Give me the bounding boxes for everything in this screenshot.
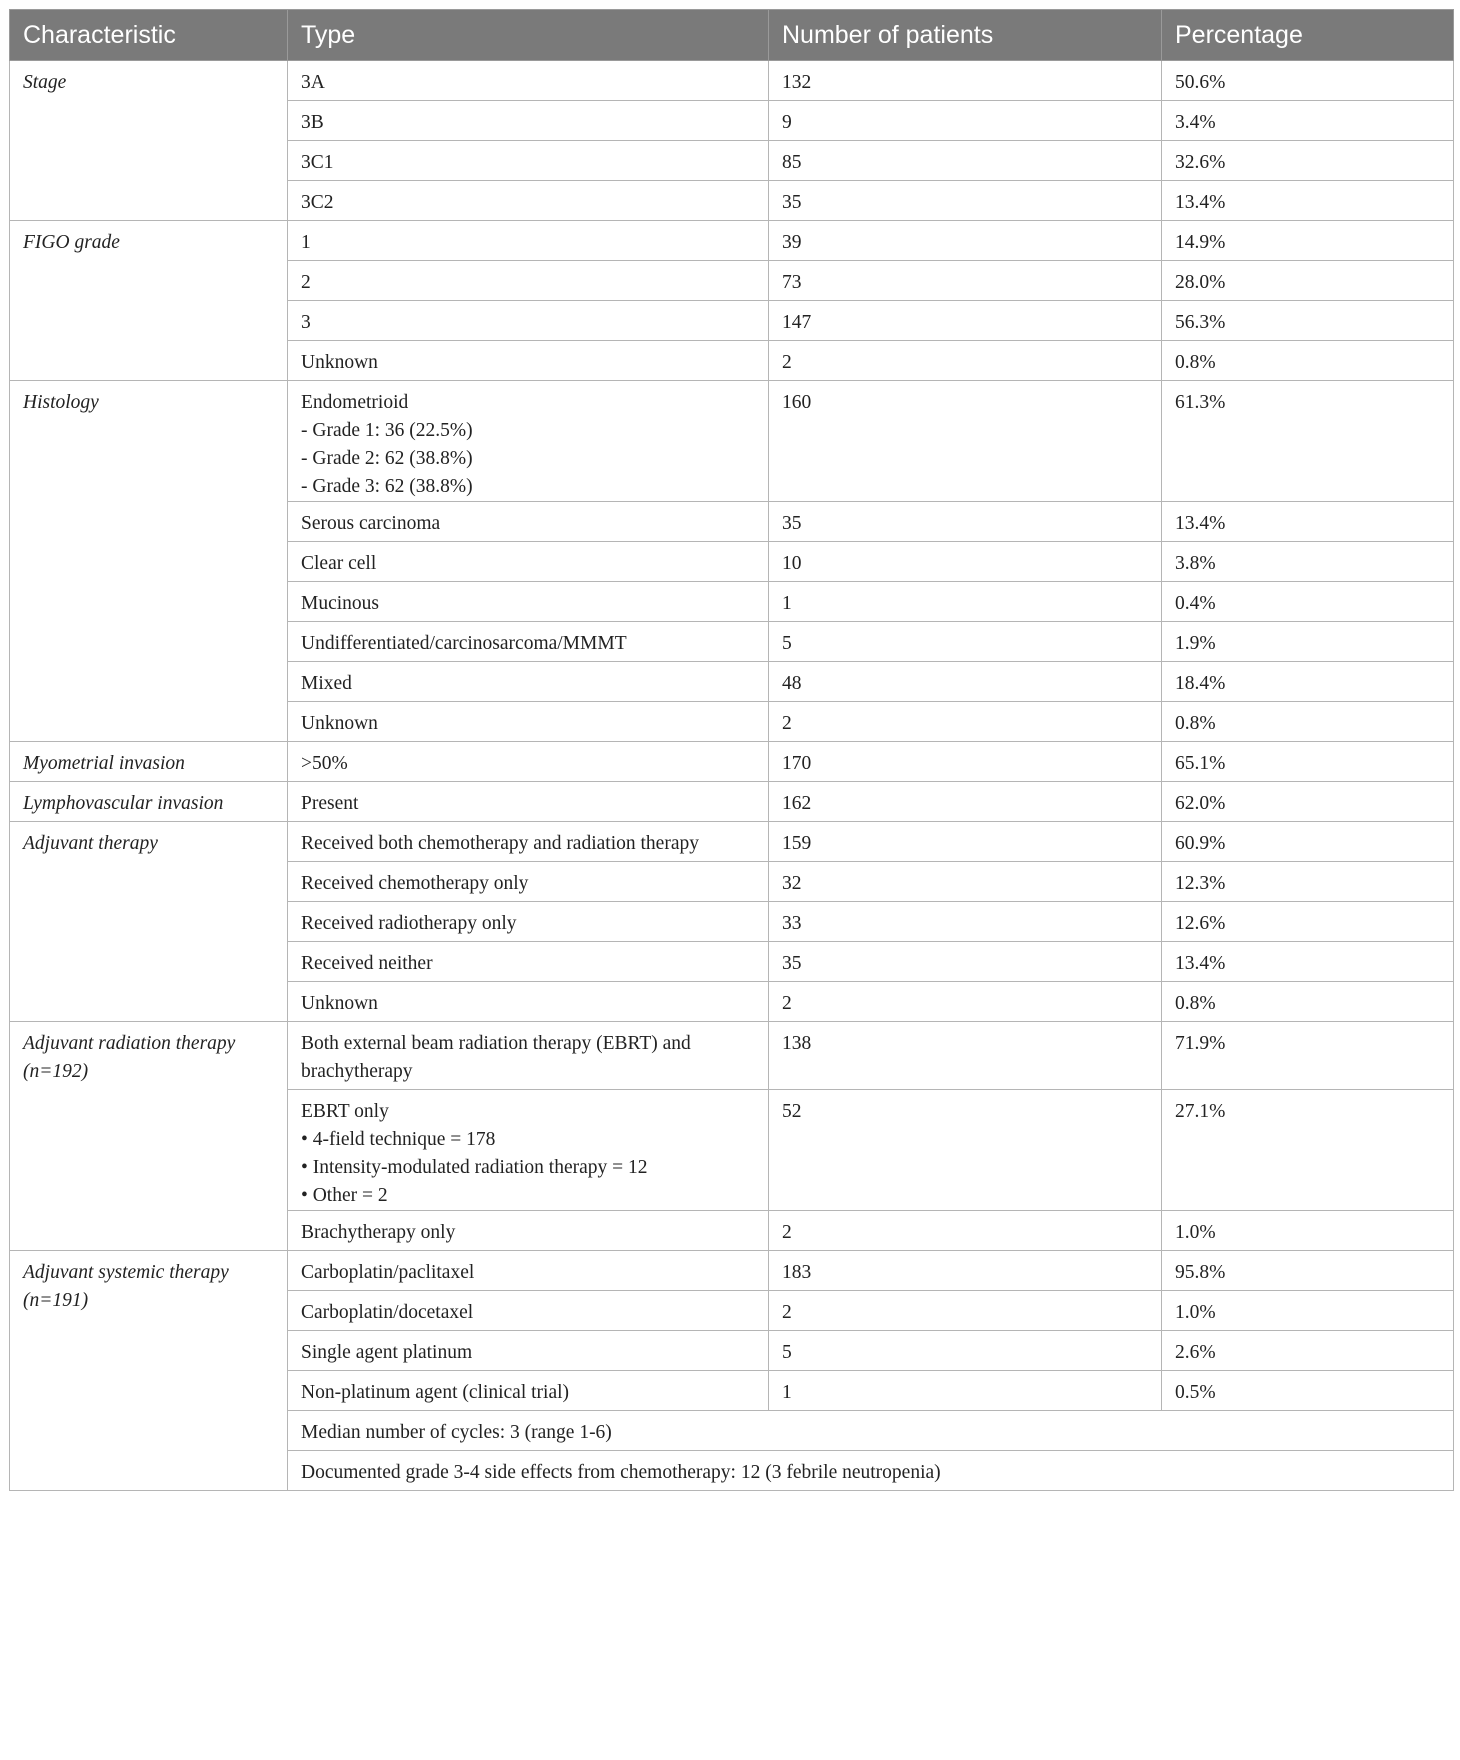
type-label: Mucinous [301,593,379,614]
type-label: Present [301,793,359,814]
type-label: Serous carcinoma [301,513,441,534]
type-cell [288,742,769,782]
type-label: Clear cell [301,553,377,574]
type-cell [288,862,769,902]
number-of-patients-cell: 132 [769,61,1162,101]
percentage-cell: 12.3% [1162,862,1454,902]
number-of-patients-cell: 1 [769,1371,1162,1411]
type-cell [288,101,769,141]
type-cell [288,582,769,622]
type-cell [288,622,769,662]
number-of-patients-cell: 48 [769,662,1162,702]
type-cell [288,502,769,542]
type-label: Carboplatin/paclitaxel [301,1262,475,1283]
percentage-cell: 3.8% [1162,542,1454,582]
number-of-patients-cell: 52 [769,1090,1162,1211]
type-cell [288,61,769,101]
table-body [10,61,1454,1491]
number-of-patients-cell: 10 [769,542,1162,582]
number-of-patients-cell: 32 [769,862,1162,902]
type-label: EBRT only [301,1101,389,1122]
type-label: 1 [301,232,311,253]
percentage-cell: 95.8% [1162,1251,1454,1291]
percentage-cell: 13.4% [1162,181,1454,221]
patient-characteristics-table [9,9,1454,1491]
number-of-patients-cell: 162 [769,782,1162,822]
number-of-patients-cell: 39 [769,221,1162,261]
type-cell [288,301,769,341]
number-of-patients-cell: 85 [769,141,1162,181]
number-of-patients-cell: 35 [769,181,1162,221]
number-of-patients-cell: 2 [769,341,1162,381]
percentage-cell: 62.0% [1162,782,1454,822]
table-row [10,381,1454,502]
type-label: Both external beam radiation therapy (EBRT) and brachytherapy [301,1033,691,1082]
header-characteristic: Characteristic [10,10,288,61]
table-row [10,742,1454,782]
type-label: Unknown [301,713,378,734]
type-label: 3B [301,112,324,133]
percentage-cell: 0.8% [1162,982,1454,1022]
type-cell [288,341,769,381]
characteristic-cell: Adjuvant systemic therapy (n=191) [10,1251,288,1491]
characteristic-cell: Myometrial invasion [10,742,288,782]
number-of-patients-cell: 2 [769,1211,1162,1251]
table-row [10,221,1454,261]
percentage-cell: 1.0% [1162,1211,1454,1251]
table-row [10,1022,1454,1090]
number-of-patients-cell: 5 [769,622,1162,662]
characteristic-cell: Histology [10,381,288,742]
type-sub-item: - Grade 2: 62 (38.8%) [301,448,473,469]
percentage-cell: 12.6% [1162,902,1454,942]
percentage-cell: 2.6% [1162,1331,1454,1371]
percentage-cell: 32.6% [1162,141,1454,181]
type-sub-item: - Grade 3: 62 (38.8%) [301,476,473,497]
percentage-cell: 1.0% [1162,1291,1454,1331]
table-row [10,822,1454,862]
number-of-patients-cell: 35 [769,942,1162,982]
type-sub-item: - Grade 1: 36 (22.5%) [301,420,473,441]
number-of-patients-cell: 170 [769,742,1162,782]
type-cell [288,261,769,301]
header-type: Type [288,10,769,61]
type-sub-item: • Other = 2 [301,1185,388,1206]
table-row [10,61,1454,101]
number-of-patients-cell: 35 [769,502,1162,542]
type-sub-item: • Intensity-modulated radiation therapy = 12 [301,1157,648,1178]
type-label: Unknown [301,993,378,1014]
number-of-patients-cell: 2 [769,1291,1162,1331]
percentage-cell: 0.4% [1162,582,1454,622]
type-label: 3A [301,72,325,93]
type-cell [288,1331,769,1371]
header-number-of-patients: Number of patients [769,10,1162,61]
header-percentage: Percentage [1162,10,1454,61]
percentage-cell: 13.4% [1162,942,1454,982]
type-label: Mixed [301,673,352,694]
type-label: Received both chemotherapy and radiation therapy [301,833,699,854]
type-label: 3C1 [301,152,334,173]
percentage-cell: 56.3% [1162,301,1454,341]
percentage-cell: 27.1% [1162,1090,1454,1211]
type-cell [288,982,769,1022]
type-cell [288,1251,769,1291]
type-label: Undifferentiated/carcinosarcoma/MMMT [301,633,627,654]
type-label: Received chemotherapy only [301,873,529,894]
type-cell [288,782,769,822]
type-sub-item: • 4-field technique = 178 [301,1129,496,1150]
type-label: Single agent platinum [301,1342,473,1363]
number-of-patients-cell: 33 [769,902,1162,942]
number-of-patients-cell: 138 [769,1022,1162,1090]
type-cell [288,662,769,702]
type-label: 2 [301,272,311,293]
percentage-cell: 60.9% [1162,822,1454,862]
percentage-cell: 18.4% [1162,662,1454,702]
characteristic-cell: FIGO grade [10,221,288,381]
number-of-patients-cell: 160 [769,381,1162,502]
type-cell [288,1090,769,1211]
number-of-patients-cell: 1 [769,582,1162,622]
type-cell [288,141,769,181]
percentage-cell: 28.0% [1162,261,1454,301]
characteristic-cell: Lymphovascular invasion [10,782,288,822]
table-row [10,782,1454,822]
type-label: Brachytherapy only [301,1222,456,1243]
percentage-cell: 61.3% [1162,381,1454,502]
type-label: >50% [301,753,348,774]
type-cell [288,1211,769,1251]
type-label: Unknown [301,352,378,373]
number-of-patients-cell: 159 [769,822,1162,862]
table-row [10,1251,1454,1291]
type-label: 3C2 [301,192,334,213]
note-cell: Median number of cycles: 3 (range 1-6) [288,1411,1454,1451]
type-cell [288,1022,769,1090]
type-cell [288,381,769,502]
number-of-patients-cell: 147 [769,301,1162,341]
percentage-cell: 65.1% [1162,742,1454,782]
note-cell: Documented grade 3-4 side effects from chemotherapy: 12 (3 febrile neutropenia) [288,1451,1454,1491]
percentage-cell: 71.9% [1162,1022,1454,1090]
number-of-patients-cell: 73 [769,261,1162,301]
number-of-patients-cell: 2 [769,982,1162,1022]
percentage-cell: 0.8% [1162,702,1454,742]
number-of-patients-cell: 2 [769,702,1162,742]
type-label: Received neither [301,953,433,974]
type-cell [288,1371,769,1411]
table-header-row [10,10,1454,61]
type-cell [288,702,769,742]
type-cell [288,181,769,221]
percentage-cell: 3.4% [1162,101,1454,141]
characteristic-cell: Stage [10,61,288,221]
type-label: Endometrioid [301,392,409,413]
percentage-cell: 13.4% [1162,502,1454,542]
type-cell [288,822,769,862]
number-of-patients-cell: 9 [769,101,1162,141]
percentage-cell: 0.5% [1162,1371,1454,1411]
type-cell [288,942,769,982]
percentage-cell: 50.6% [1162,61,1454,101]
type-cell [288,1291,769,1331]
percentage-cell: 14.9% [1162,221,1454,261]
type-label: Non-platinum agent (clinical trial) [301,1382,570,1403]
type-cell [288,542,769,582]
type-cell [288,902,769,942]
number-of-patients-cell: 183 [769,1251,1162,1291]
characteristic-cell: Adjuvant therapy [10,822,288,1022]
percentage-cell: 0.8% [1162,341,1454,381]
type-label: Received radiotherapy only [301,913,517,934]
percentage-cell: 1.9% [1162,622,1454,662]
type-label: Carboplatin/docetaxel [301,1302,474,1323]
characteristic-cell: Adjuvant radiation therapy (n=192) [10,1022,288,1251]
type-cell [288,221,769,261]
number-of-patients-cell: 5 [769,1331,1162,1371]
type-label: 3 [301,312,311,333]
